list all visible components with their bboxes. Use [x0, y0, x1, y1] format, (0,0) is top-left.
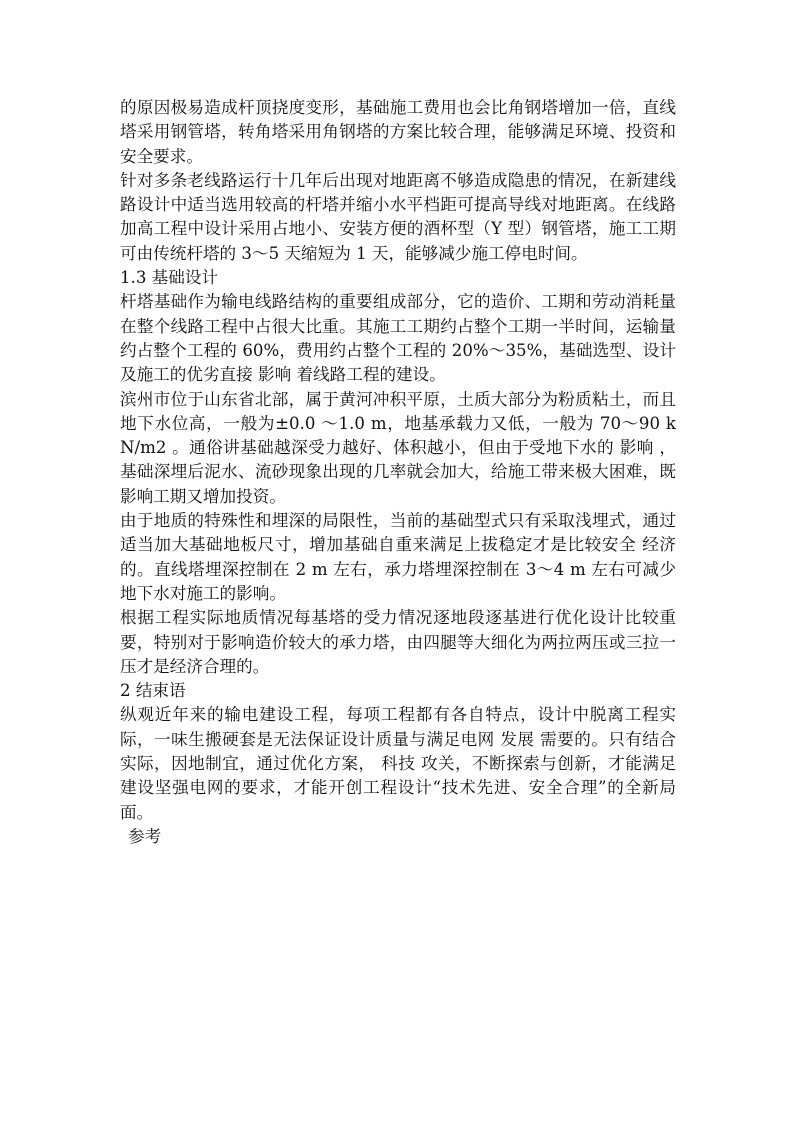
references-label: 参考 [128, 826, 162, 846]
section-2-paragraph-1: 纵观近年来的输电建设工程，每项工程都有各自特点，设计中脱离工程实际，一味生搬硬套是无法保证设计质量与满足电网 发展 需要的。只有结合实际，因地制宜，通过优化方案， 科技 攻关，不断探索与创新，才能满足建设坚强电网的要求，才能开创工程设计“技术先进、安全合理”的全新局面。 [120, 705, 676, 822]
section-1-3-paragraph-3: 由于地质的特殊性和埋深的局限性，当前的基础型式只有采取浅埋式，通过适当加大基础地板尺寸，增加基础自重来满足上拔稳定才是比较安全 经济 的。直线塔埋深控制在 2 m 左右，承力塔埋深控制在 3～4 m 左右可减少地下水对施工的影响。 [120, 511, 676, 603]
section-1-3-paragraph-4: 根据工程实际地质情况每基塔的受力情况逐地段逐基进行优化设计比较重要，特别对于影响造价较大的承力塔，由四腿等大细化为两拉两压或三拉一压才是经济合理的。 [120, 608, 676, 676]
section-1-3-paragraph-2: 滨州市位于山东省北部，属于黄河冲积平原，土质大部分为粉质粘土，而且地下水位高，一般为±0.0 ～1.0 m，地基承载力又低，一般为 70～90 kN/m2 。通俗讲基础越深受力越好、体积越小，但由于受地下水的 影响 ，基础深埋后泥水、流砂现象出现的几率就会加大，给施工带来极大困难，既影响工期又增加投资。 [120, 389, 676, 506]
document-body [120, 96, 676, 849]
section-1-3-paragraph-1: 杆塔基础作为输电线路结构的重要组成部分，它的造价、工期和劳动消耗量在整个线路工程中占很大比重。其施工工期约占整个工期一半时间，运输量约占整个工程的 60%，费用约占整个工程的 20%～35%，基础选型、设计及施工的优劣直接 影响 着线路工程的建设。 [120, 292, 676, 385]
body-paragraph-2: 针对多条老线路运行十几年后出现对地距离不够造成隐患的情况，在新建线路设计中适当选用较高的杆塔并缩小水平档距可提高导线对地距离。在线路加高工程中设计采用占地小、安装方便的酒杯型（Y 型）钢管塔，施工工期可由传统杆塔的 3～5 天缩短为 1 天，能够减少施工停电时间。 [120, 170, 676, 263]
section-heading-1-3: 1.3 基础设计 [120, 268, 219, 288]
section-heading-2: 2 结束语 [120, 681, 186, 701]
body-paragraph-1: 的原因极易造成杆顶挠度变形，基础施工费用也会比角钢塔增加一倍，直线塔采用钢管塔，转角塔采用角钢塔的方案比较合理，能够满足环境、投资和安全要求。 [120, 98, 676, 166]
